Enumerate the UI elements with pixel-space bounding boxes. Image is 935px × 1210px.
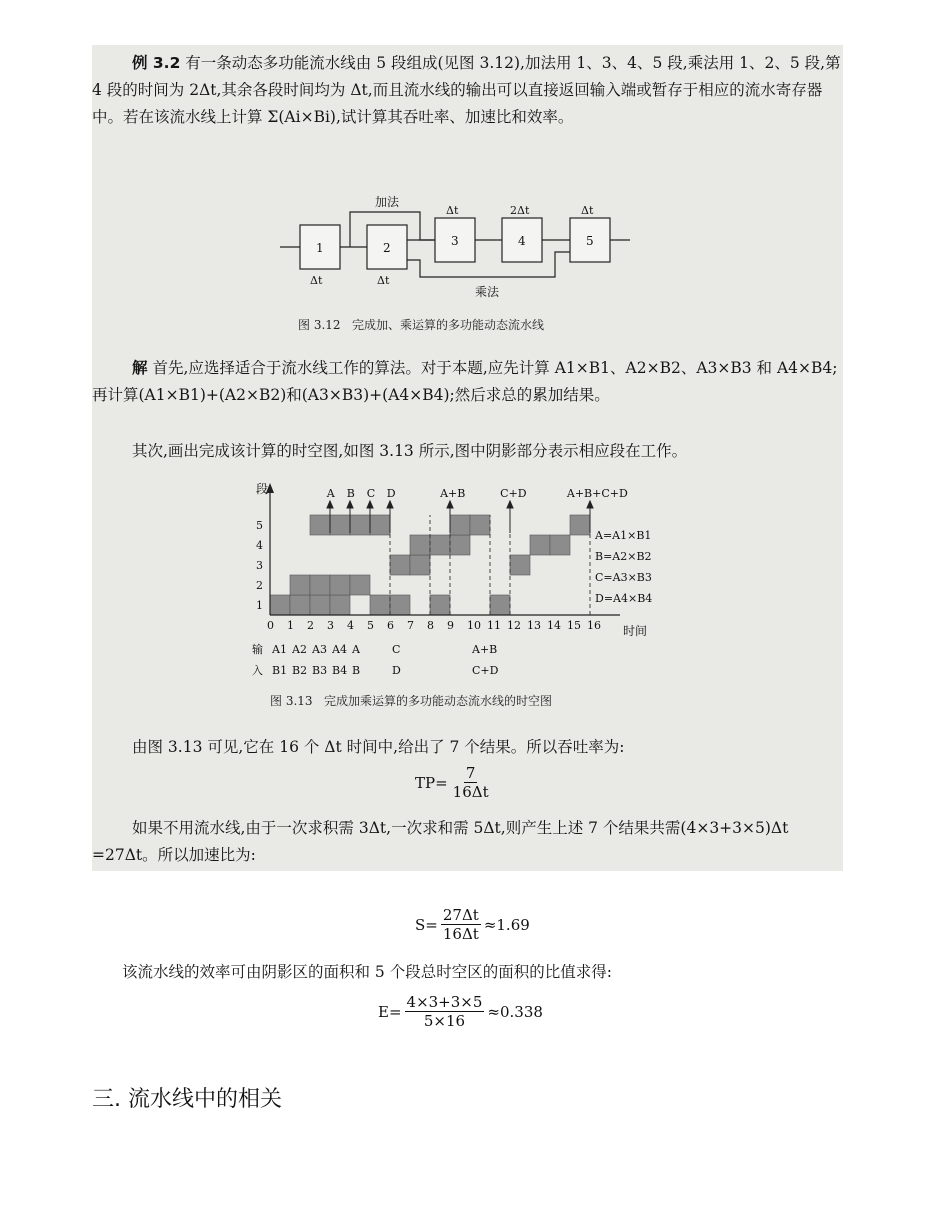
solution-text-1: 首先,应选择适合于流水线工作的算法。对于本题,应先计算 A1×B1、A2×B2、A3×B3 和 A4×B4;再计算(A1×B1)+(A2×B2)和(A3×B3)+(A4×B4);然后求总的累加结果。 [92, 359, 838, 404]
input-a-label: A [352, 643, 360, 656]
input-a-label: C [392, 643, 401, 656]
time-tick-label: 1 [287, 619, 294, 632]
busy-cell [490, 595, 510, 615]
e-denominator: 5×16 [423, 1012, 466, 1030]
busy-cell [330, 575, 350, 595]
stage-2-label: 2 [383, 241, 391, 255]
legend-entry: D=A4×B4 [595, 592, 653, 605]
time-label-5: Δt [581, 204, 594, 217]
stage-tick-label: 3 [256, 559, 263, 572]
busy-cell [410, 555, 430, 575]
output-label: A+B [440, 487, 466, 500]
stage-3-label: 3 [451, 234, 459, 248]
s-lhs: S= [415, 915, 438, 934]
time-tick-label: 2 [307, 619, 314, 632]
time-label-3: Δt [446, 204, 459, 217]
legend-entry: C=A3×B3 [595, 571, 652, 584]
output-label: A+B+C+D [566, 487, 628, 500]
stage-5-label: 5 [586, 234, 594, 248]
busy-cell [390, 595, 410, 615]
input-b-label: B4 [332, 664, 348, 677]
s-formula [415, 906, 530, 943]
busy-cell [310, 515, 330, 535]
s-rhs: ≈1.69 [483, 915, 530, 934]
input-b-label: B3 [312, 664, 328, 677]
busy-cell [510, 555, 530, 575]
example-label: 例 3.2 [132, 54, 181, 72]
input-a-label: A2 [292, 643, 307, 656]
tp-denominator: 16Δt [452, 783, 489, 801]
e-fraction [405, 993, 485, 1030]
e-numerator: 4×3+3×5 [406, 993, 483, 1011]
s-fraction [441, 906, 481, 943]
tp-lhs: TP= [415, 773, 448, 792]
stage-4-label: 4 [518, 234, 526, 248]
busy-cell [270, 595, 290, 615]
stage-tick-label: 4 [256, 539, 263, 552]
busy-cell [410, 535, 430, 555]
time-tick-label: 8 [427, 619, 434, 632]
y-axis-label: 段 [256, 482, 269, 496]
input-a-label: A4 [332, 643, 347, 656]
e-lhs: E= [378, 1002, 402, 1021]
e-formula [378, 993, 543, 1030]
busy-cell [450, 535, 470, 555]
output-arrowhead [507, 501, 513, 508]
output-label: A [326, 487, 335, 500]
figure-3-13-caption: 图 3.13 完成加乘运算的多功能动态流水线的时空图 [270, 694, 552, 708]
e-rhs: ≈0.338 [487, 1002, 543, 1021]
time-tick-label: 16 [587, 619, 601, 632]
time-tick-label: 14 [547, 619, 561, 632]
input-row-label-2: 入 [252, 664, 263, 677]
time-tick-label: 4 [347, 619, 354, 632]
stage-1-label: 1 [316, 241, 324, 255]
output-arrowhead [367, 501, 373, 508]
analysis-paragraph-2: 如果不用流水线,由于一次求积需 3Δt,一次求和需 5Δt,则产生上述 7 个结果共需(4×3+3×5)Δt =27Δt。所以加速比为: [92, 819, 789, 864]
busy-cell [370, 595, 390, 615]
input-b-label: B [352, 664, 361, 677]
time-tick-label: 0 [267, 619, 274, 632]
time-label-2: Δt [377, 274, 390, 287]
output-label: D [386, 487, 396, 500]
output-arrowhead [387, 501, 393, 508]
output-label: C+D [500, 487, 527, 500]
stage-tick-label: 5 [256, 519, 263, 532]
output-arrowhead [327, 501, 333, 508]
time-tick-label: 3 [327, 619, 334, 632]
time-tick-label: 7 [407, 619, 414, 632]
time-tick-label: 13 [527, 619, 541, 632]
busy-cell [430, 535, 450, 555]
time-tick-label: 10 [467, 619, 481, 632]
busy-cell [450, 515, 470, 535]
busy-cell [370, 515, 390, 535]
solution-paragraph-2: 其次,画出完成该计算的时空图,如图 3.13 所示,图中阴影部分表示相应段在工作。 [132, 442, 688, 460]
solution-paragraph-1 [92, 355, 843, 409]
input-b-label: B1 [272, 664, 288, 677]
figure-3-12-caption: 图 3.12 完成加、乘运算的多功能动态流水线 [298, 318, 544, 332]
output-arrowhead [347, 501, 353, 508]
tp-numerator: 7 [465, 764, 476, 782]
mul-label: 乘法 [475, 285, 500, 299]
busy-cell [390, 555, 410, 575]
tp-formula [415, 764, 494, 801]
busy-cell [350, 515, 370, 535]
add-label: 加法 [375, 195, 400, 209]
busy-cell [530, 535, 550, 555]
section-heading: 三. 流水线中的相关 [92, 1087, 282, 1112]
output-label: B [346, 487, 355, 500]
output-label: C [366, 487, 376, 500]
input-b-label: D [392, 664, 401, 677]
s-denominator: 16Δt [442, 925, 479, 943]
busy-cell [290, 575, 310, 595]
output-arrowhead [587, 501, 593, 508]
x-axis-label: 时间 [623, 624, 648, 638]
legend-entry: B=A2×B2 [595, 550, 652, 563]
time-tick-label: 11 [487, 619, 501, 632]
time-label-4: 2Δt [510, 204, 530, 217]
solution-label: 解 [132, 359, 148, 377]
analysis-paragraph-3: 该流水线的效率可由阴影区的面积和 5 个段总时空区的面积的比值求得: [122, 963, 612, 981]
input-b-label: B2 [292, 664, 308, 677]
time-tick-label: 5 [367, 619, 374, 632]
busy-cell [290, 595, 310, 615]
busy-cell [310, 575, 330, 595]
input-a-label: A3 [312, 643, 327, 656]
busy-cell [470, 515, 490, 535]
tp-fraction [451, 764, 491, 801]
time-tick-label: 9 [447, 619, 454, 632]
busy-cell [550, 535, 570, 555]
legend-entry: A=A1×B1 [595, 529, 652, 542]
busy-cell [310, 595, 330, 615]
busy-cell [430, 595, 450, 615]
busy-cell [330, 515, 350, 535]
busy-cell [570, 515, 590, 535]
figure-3-13 [240, 475, 710, 685]
input-b-label: C+D [472, 664, 499, 677]
example-paragraph [92, 50, 843, 131]
input-a-label: A+B [472, 643, 498, 656]
s-numerator: 27Δt [442, 906, 479, 924]
example-text: 有一条动态多功能流水线由 5 段组成(见图 3.12),加法用 1、3、4、5 段,乘法用 1、2、5 段,第 4 段的时间为 2Δt,其余各段时间均为 Δt,而且流水线的输出可以直接返回输入端或暂存于相应的流水寄存器中。若在该流水线上计算 Σ(Ai×Bi),试计算其吞吐率、加速比和效率。 [92, 54, 841, 126]
time-label-1: Δt [310, 274, 323, 287]
time-tick-label: 15 [567, 619, 581, 632]
busy-cell [350, 575, 370, 595]
figure-3-12 [270, 192, 640, 332]
busy-cell [330, 595, 350, 615]
time-tick-label: 12 [507, 619, 521, 632]
input-row-label-1: 输 [252, 643, 263, 656]
output-arrowhead [447, 501, 453, 508]
time-tick-label: 6 [387, 619, 394, 632]
stage-tick-label: 2 [256, 579, 263, 592]
input-a-label: A1 [272, 643, 287, 656]
analysis-paragraph-1: 由图 3.13 可见,它在 16 个 Δt 时间中,给出了 7 个结果。所以吞吐率为: [132, 738, 625, 756]
stage-tick-label: 1 [256, 599, 263, 612]
